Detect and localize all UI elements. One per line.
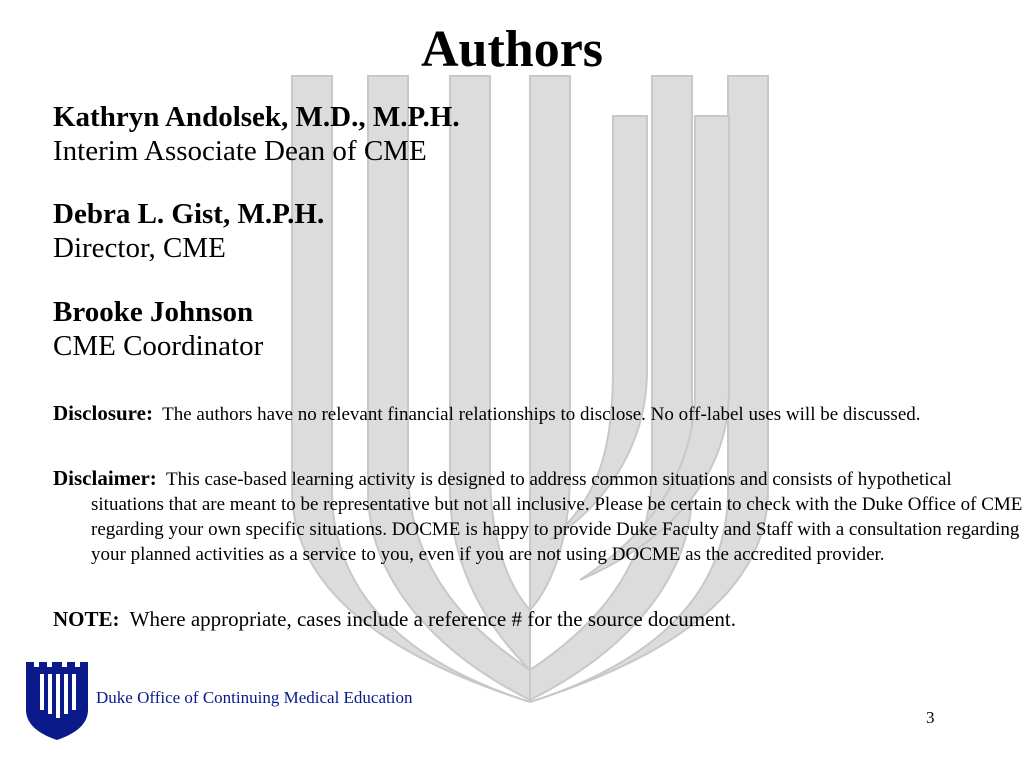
author-entry — [53, 295, 263, 363]
author-name: Debra L. Gist, M.P.H. — [53, 198, 325, 230]
disclaimer-text: This case-based learning activity is designed to address common situations and consists of hypothetical situations that are meant to be representative but not all inclusive. Please be certain to check with the Duke Office of CME regarding your own specific situations. DOCME is happy to provide Duke Faculty and Staff with a consultation regarding your planned activities as a service to you, even if you are not using DOCME as the accredited provider. — [91, 469, 1023, 565]
author-name: Brooke Johnson — [53, 296, 254, 328]
note-label: NOTE: — [53, 607, 120, 631]
author-entry — [53, 197, 324, 265]
author-role: Director, CME — [53, 232, 226, 264]
author-entry — [53, 100, 460, 168]
disclaimer-paragraph — [53, 466, 1024, 567]
author-role: Interim Associate Dean of CME — [53, 135, 427, 167]
footer-org-name: Duke Office of Continuing Medical Education — [96, 688, 413, 707]
page-number: 3 — [926, 708, 935, 727]
duke-shield-logo-icon — [26, 662, 88, 740]
note-text: Where appropriate, cases include a reference # for the source document. — [129, 607, 736, 631]
disclaimer-label: Disclaimer: — [53, 466, 157, 490]
author-name: Kathryn Andolsek, M.D., M.P.H. — [53, 101, 460, 133]
note-paragraph — [53, 605, 736, 633]
author-role: CME Coordinator — [53, 330, 264, 362]
disclosure-paragraph — [53, 401, 1024, 427]
disclosure-label: Disclosure: — [53, 401, 153, 425]
slide-title: Authors — [420, 21, 604, 78]
disclosure-text: The authors have no relevant financial relationships to disclose. No off-label uses will be discussed. — [162, 404, 921, 425]
